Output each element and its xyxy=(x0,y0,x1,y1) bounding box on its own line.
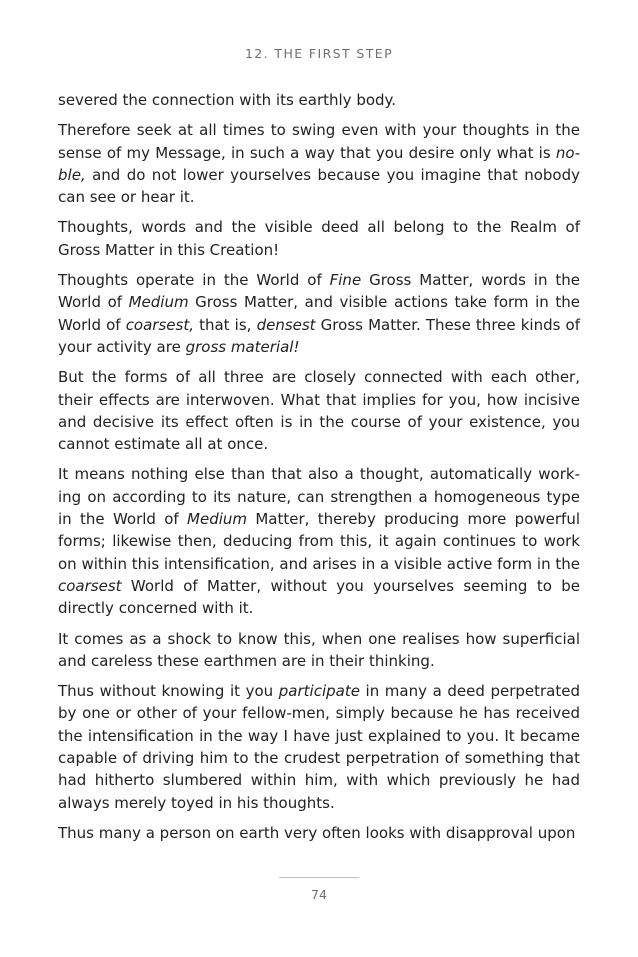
italic-text: gross material! xyxy=(185,337,300,356)
italic-text: Medium xyxy=(187,510,248,529)
paragraph xyxy=(58,89,580,111)
running-head: 12. THE FIRST STEP xyxy=(244,46,394,61)
paragraph xyxy=(58,628,580,673)
paragraph xyxy=(58,822,580,844)
italic-text: Fine xyxy=(329,271,362,290)
text-run: Thoughts, words and the visible deed all belong to the Realm of Gross Matter in this Creation! xyxy=(58,218,580,259)
text-run: severed the connection with its earthly body. xyxy=(58,91,397,109)
page-number: 74 xyxy=(311,887,327,902)
paragraph xyxy=(58,269,580,358)
text-run: Thoughts operate in the World of xyxy=(58,271,330,290)
text-run: It comes as a shock to know this, when one realises how superficial and careless these earthmen are in their thinking. xyxy=(58,629,580,670)
text-run: Gross Matter, words in the World of xyxy=(58,271,580,312)
italic-text: Medium xyxy=(128,293,189,312)
text-run: Gross Matter. These three kinds of your activity are xyxy=(58,315,580,356)
italic-text: densest xyxy=(256,315,316,334)
paragraph xyxy=(58,119,580,208)
italic-text: coarsest xyxy=(58,576,122,595)
text-run: Gross Matter, and visible actions take form in the World of xyxy=(58,293,580,334)
paragraph xyxy=(58,680,580,814)
body-text xyxy=(58,89,580,852)
paragraph xyxy=(58,463,580,619)
italic-text: coarsest, xyxy=(125,315,194,334)
text-run: Matter, thereby producing more powerful forms; likewise then, deducing from this, it again continues to work on within this intensification, and arises in a visible active form in the xyxy=(58,510,580,573)
text-run: It means nothing else than that also a thought, automatically working on according to its nature, can strengthen a homogeneous type in the World of xyxy=(58,465,580,529)
italic-text: participate xyxy=(278,682,360,701)
text-run: Thus without knowing it you xyxy=(58,682,279,701)
text-run: that is, xyxy=(193,315,257,334)
text-run: Therefore seek at all times to swing even with your thoughts in the sense of my Message, in such a way that you desire only what is xyxy=(58,121,580,162)
paragraph xyxy=(58,216,580,261)
text-run: Thus many a person on earth very often looks with disapproval upon xyxy=(58,823,576,842)
italic-text: noble, xyxy=(58,143,580,184)
text-run: But the forms of all three are closely connected with each other, their effects are interwoven. What that implies for you, how incisive and decisive its effect often is in the course of your existence, you cannot estimate all at once. xyxy=(58,368,580,454)
text-run: and do not lower yourselves because you imagine that nobody can see or hear it. xyxy=(58,165,580,207)
paragraph xyxy=(58,366,580,455)
text-run: World of Matter, without you yourselves seeming to be directly concerned with it. xyxy=(58,576,580,618)
text-run: in many a deed perpetrated by one or other of your fellow-men, simply because he has received the intensification in the way I have just explained to you. It became capable of driving him to the crudest perpetration of something that had hitherto slumbered within him, with which previously he had always merely toyed in his thoughts. xyxy=(58,682,580,812)
footer-rule xyxy=(279,877,359,878)
